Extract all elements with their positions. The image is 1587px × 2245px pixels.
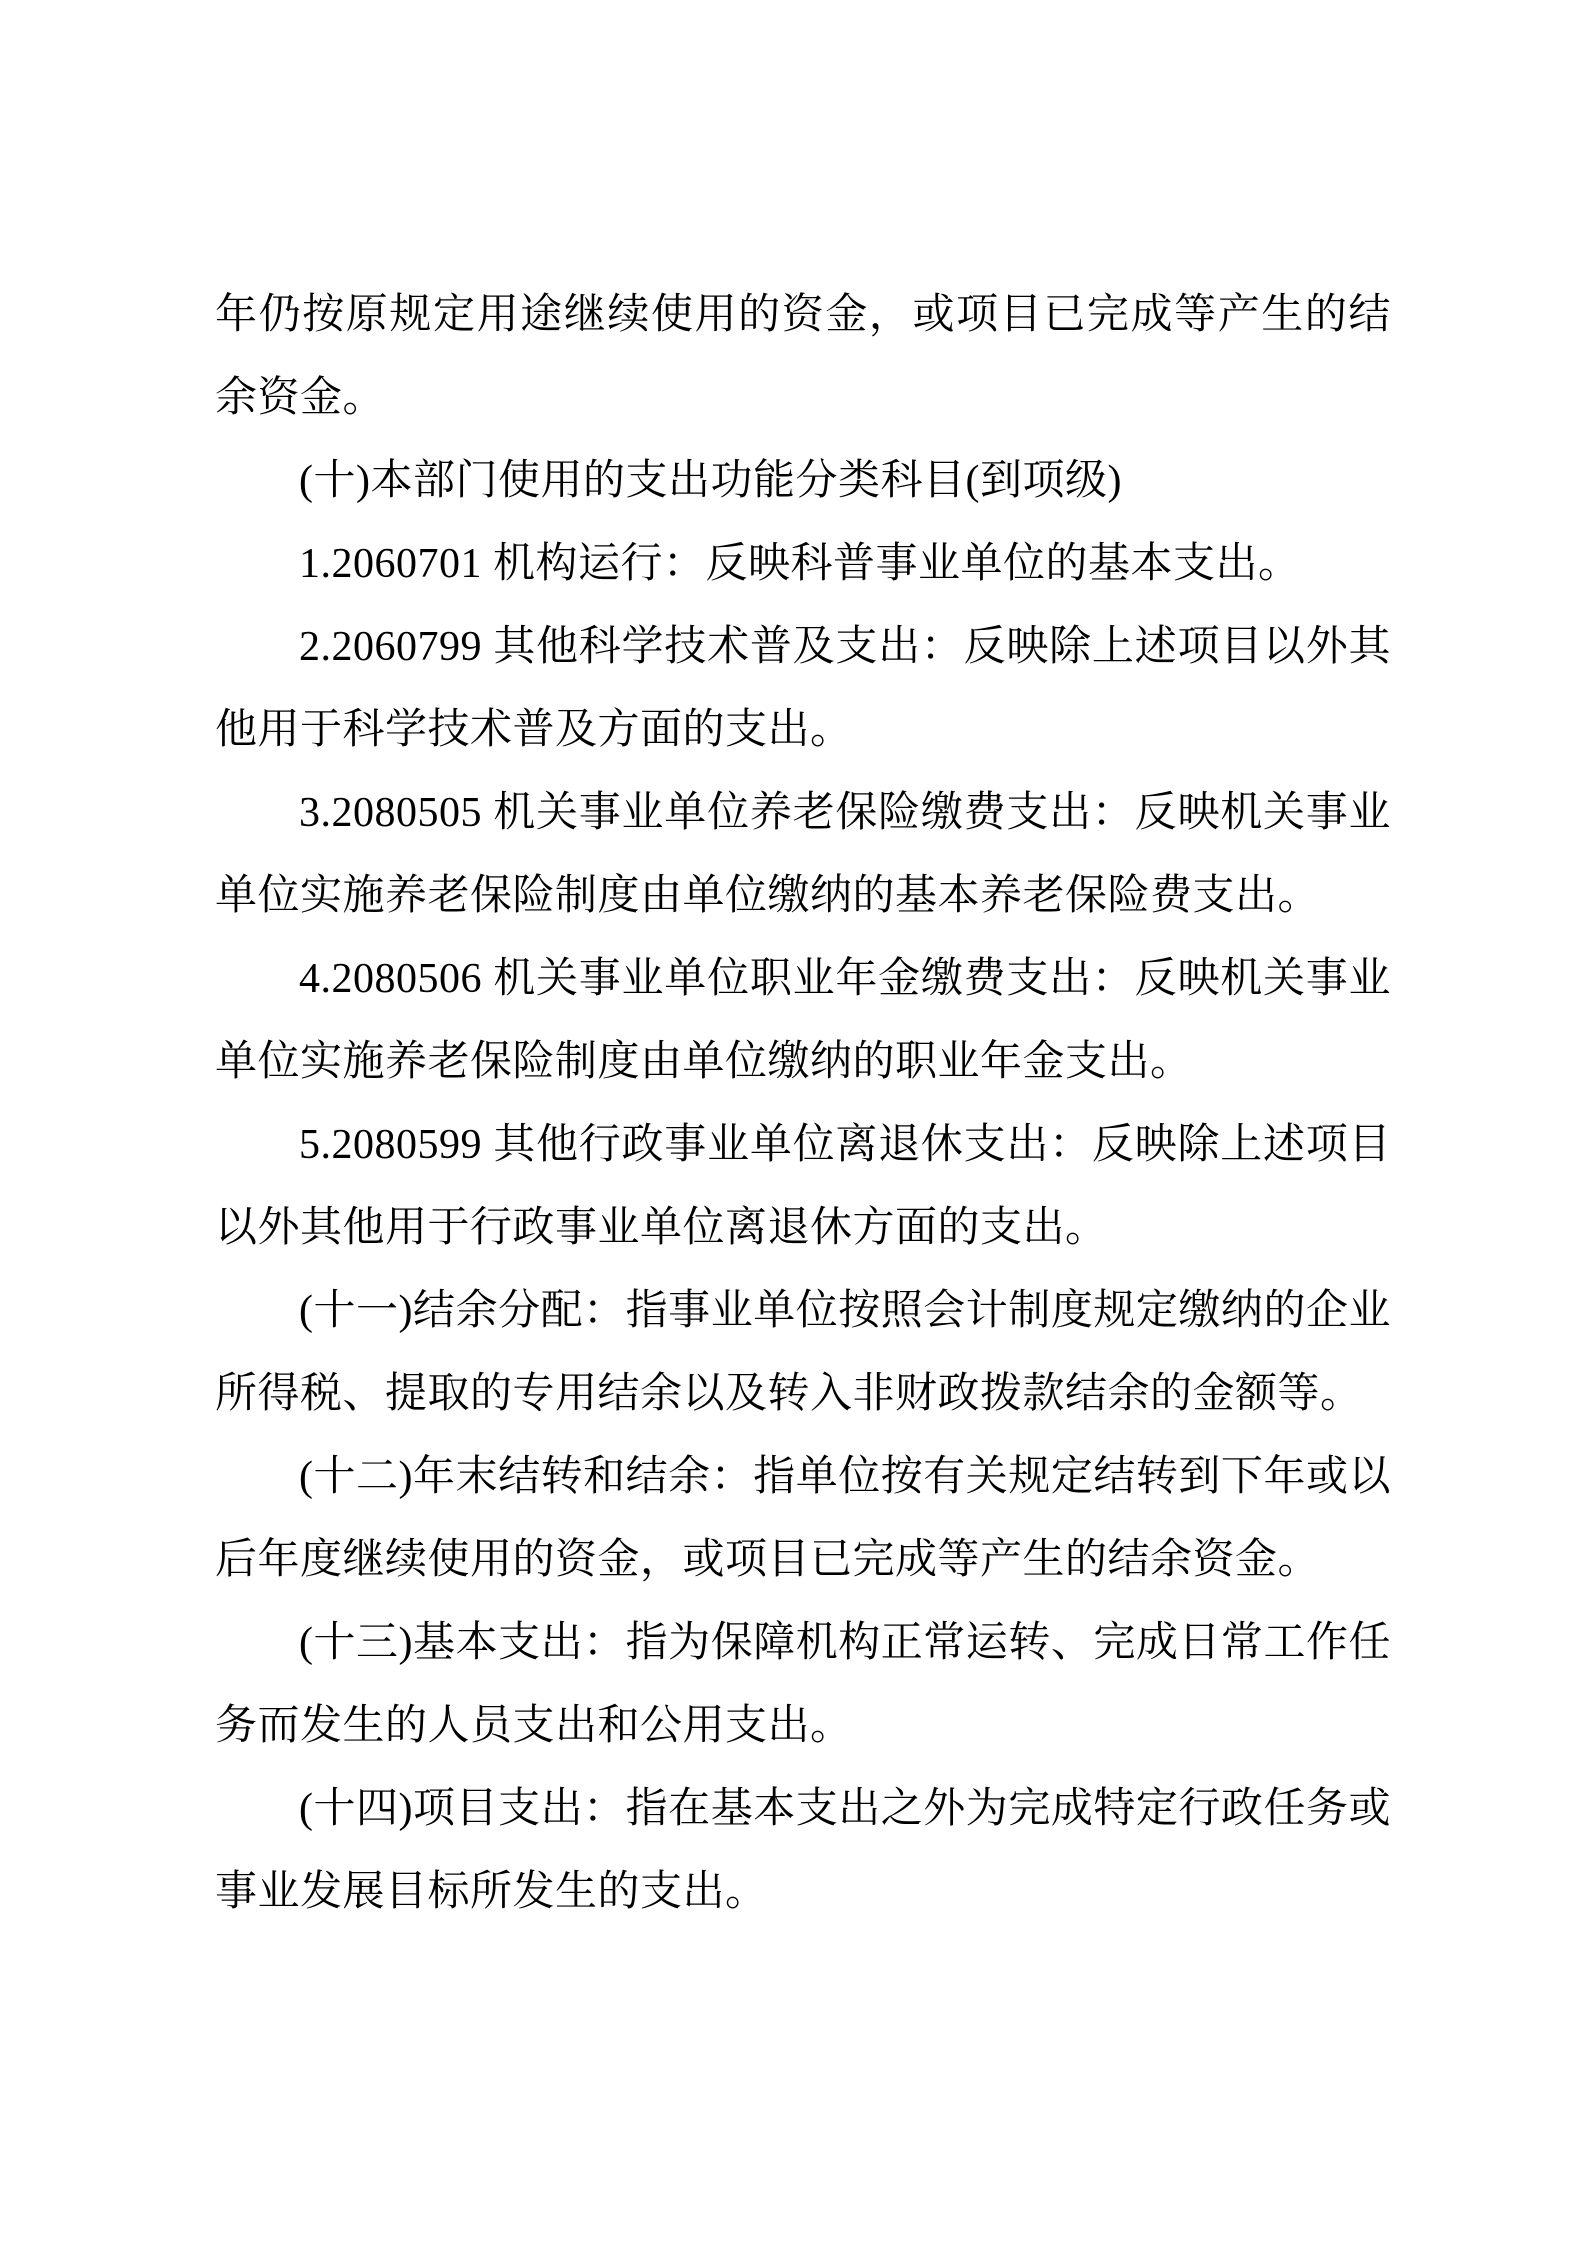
paragraph-continuation: 年仍按原规定用途继续使用的资金，或项目已完成等产生的结余资金。 xyxy=(215,292,1391,421)
paragraph-section-10-heading: (十)本部门使用的支出功能分类科目(到项级) xyxy=(299,458,1122,504)
paragraph-section-14: (十四)项目支出：指在基本支出之外为完成特定行政任务或事业发展目标所发生的支出。 xyxy=(215,1786,1391,1915)
paragraph-item-3-2080505: 3.2080505 机关事业单位养老保险缴费支出：反映机关事业单位实施养老保险制度由单位缴纳的基本养老保险费支出。 xyxy=(215,790,1391,919)
paragraph-item-1-2060701: 1.2060701 机构运行：反映科普事业单位的基本支出。 xyxy=(299,541,1301,587)
paragraph-item-5-2080599: 5.2080599 其他行政事业单位离退休支出：反映除上述项目以外其他用于行政事业单位离退休方面的支出。 xyxy=(215,1122,1391,1251)
paragraph-section-11: (十一)结余分配：指事业单位按照会计制度规定缴纳的企业所得税、提取的专用结余以及转入非财政拨款结余的金额等。 xyxy=(215,1288,1391,1417)
paragraph-item-4-2080506: 4.2080506 机关事业单位职业年金缴费支出：反映机关事业单位实施养老保险制度由单位缴纳的职业年金支出。 xyxy=(215,956,1391,1085)
paragraph-item-2-2060799: 2.2060799 其他科学技术普及支出：反映除上述项目以外其他用于科学技术普及方面的支出。 xyxy=(215,624,1391,753)
paragraph-section-13: (十三)基本支出：指为保障机构正常运转、完成日常工作任务而发生的人员支出和公用支出。 xyxy=(215,1620,1391,1749)
paragraph-section-12: (十二)年末结转和结余：指单位按有关规定结转到下年或以后年度继续使用的资金，或项目已完成等产生的结余资金。 xyxy=(215,1454,1391,1583)
document-body xyxy=(215,274,1391,1934)
